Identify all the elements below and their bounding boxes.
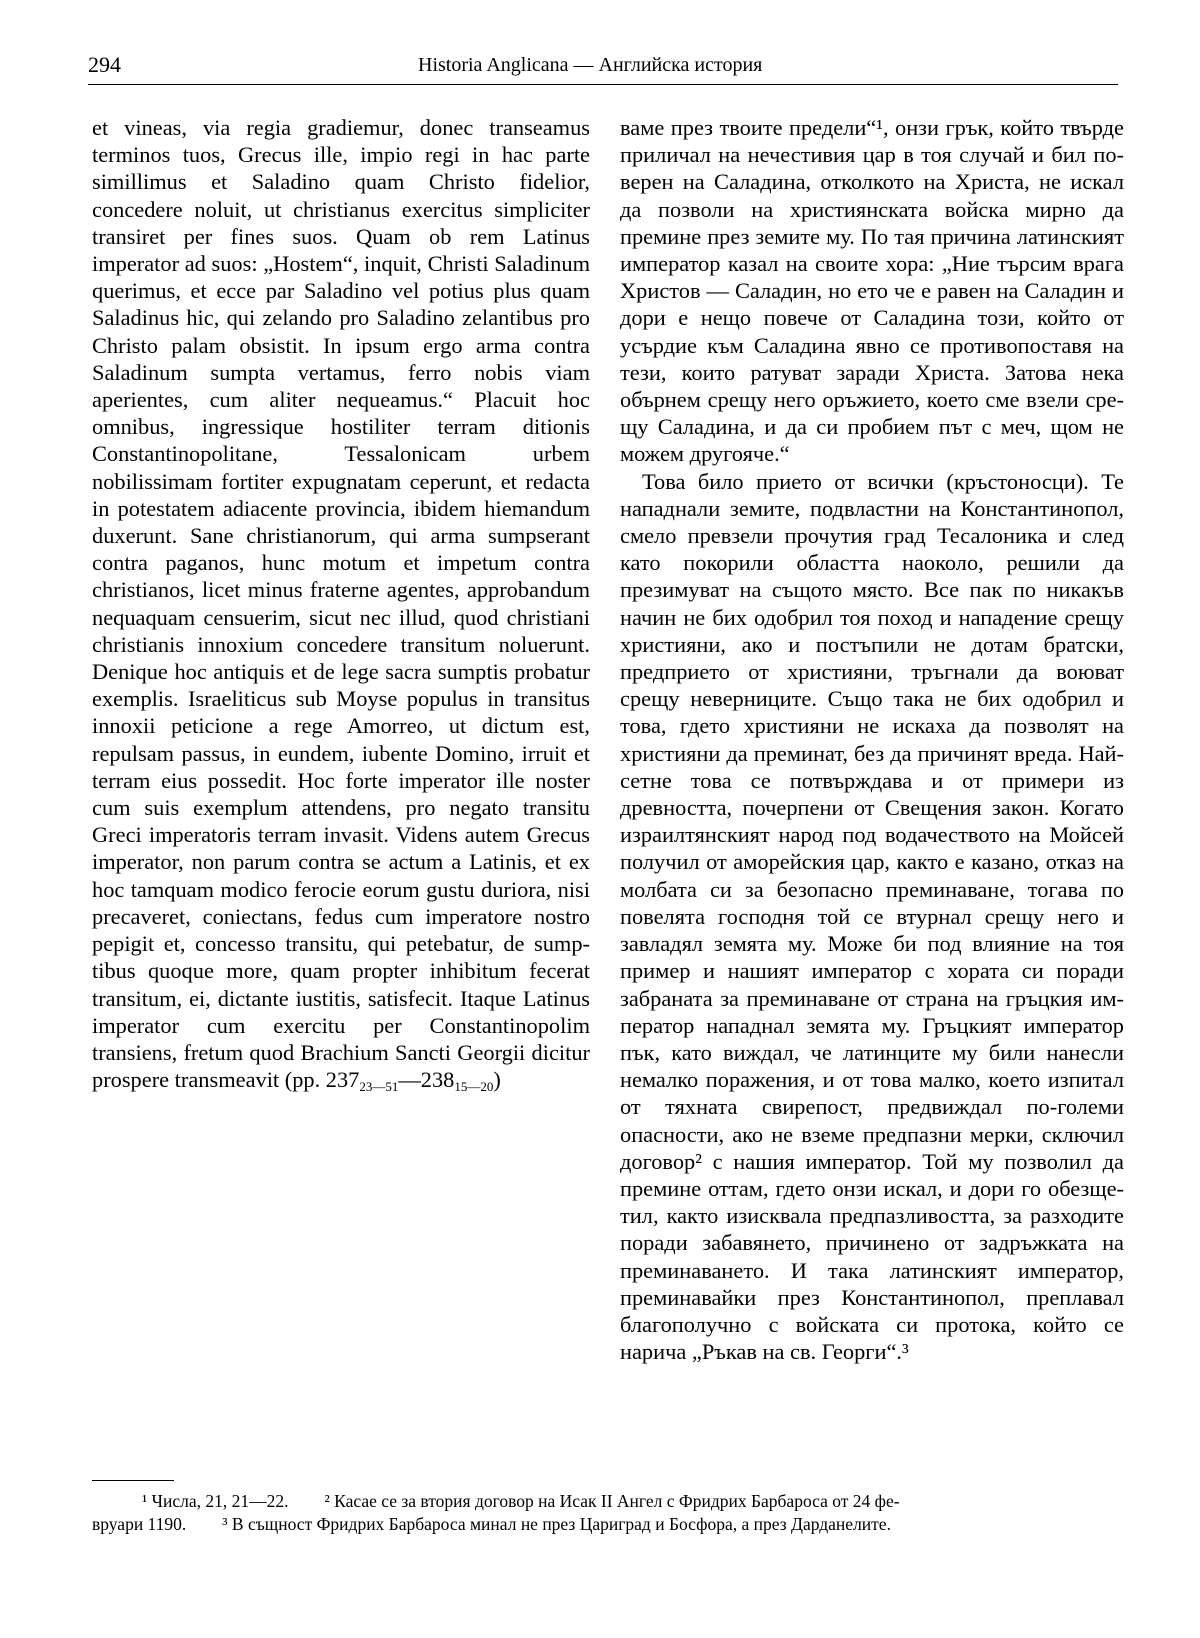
footnotes xyxy=(92,1490,1124,1535)
footnote-line xyxy=(92,1490,1124,1513)
header-rule xyxy=(88,84,1118,85)
running-title: Historia Anglicana — Английска история xyxy=(418,54,763,76)
translation-paragraph: ваме през твоите предели“¹, онзи грък, който твърде приличал на нечестивия цар в тоя случай и бил по-верен на Саладина, отколкото на Христа, не искал да позволи на християнската войска мирно да премине през земите му. По тая причина латинският император казал на своите хора: „Ние търсим врага Христов — Саладин, но ето че е равен на Саладин и дори е нещо повече от Саладина този, който от усърдие към Саладина явно се противопоставя на тези, които ратуват заради Христа. Затова нека обърнем срещу него оръжието, което сме взели срещу Саладина, и да си пробием път с меч, щом не можем другояче.“ xyxy=(620,115,1124,467)
latin-text: et vineas, via regia gradiemur, donec transeamus terminos tuos, Grecus ille, impio regi in hac parte simillimus et Saladino quam Christo fidelior, concedere noluit, ut christianus exercitus simpliciter transiret per fines suos. Quam ob rem Latinus imperator ad suos: „Hostem“, inquit, Christi Saladinum querimus, et ecce par Saladino vel potius plus quam Saladinus hic, qui zelando pro Saladino zelantibus pro Christo palam obsistit. In ipsum ergo arma contra Saladinum sumpta vertamus, ferro nobis viam aperientes, cum aliter nequeamus.“ Placuit hoc omnibus, ingressique hostiliter terram ditionis Constantinopolitane, Tessalonicam urbem nobilissimam fortiter expugnatam ceperunt, et redacta in potestatem adiacente provincia, ibidem hiemandum duxerunt. Sane christianorum, qui arma sumpserant contra paganos, hunc motum et impetum contra christianos, licet minus fraterne agentes, approbandum nequaquam censuerim, sicut nec illud, quod christiani christianis innoxium concedere transitum noluerunt. Denique hoc antiquis et de lege sacra sumptis probatur exemplis. Israeliticus sub Moyse populus in transitus innoxii peticione a rege Amorreo, ut dictum est, repulsam passus, in eundem, iubente Domino, irruit et terram eius possedit. Hoc forte imperator ille noster cum suis exemplum attendens, pro negato transitu Greci imperatoris terram invasit. Videns autem Grecus imperator, non parum contra se actum a Latinis, et ex hoc tamquam modico ferocie eorum gustu duriora, nisi precaveret, coniectans, fedus cum imperatore nostro pepigit et, concesso transitu, qui petebatur, de sumptibus quoque more, quam propter inhibitum fecerat transitum, ei, dictante iustitis, satisfecit. Itaque Latinus imperator cum exercitu per Constantinopolim transiens, fretum quod Brachium Sancti Georgii dicitur prospere transmeavit xyxy=(92,115,590,1093)
footnote-2: ² Касае се за втория договор на Исак II Ангел с Фридрих Барбароса от 24 фе- xyxy=(324,1491,900,1511)
bulgarian-translation-column xyxy=(620,114,1124,1365)
footnote-rule xyxy=(92,1480,174,1481)
page-header xyxy=(88,44,1118,80)
footnote-1: ¹ Числа, 21, 21—22. xyxy=(142,1491,289,1511)
latin-paragraph xyxy=(92,114,590,1100)
footnote-line xyxy=(92,1513,1124,1536)
latin-text-column xyxy=(92,114,590,1100)
page-number: 294 xyxy=(88,52,121,77)
footnote-3: ³ В същност Фридрих Барбароса минал не през Цариград и Босфора, а през Дарданелите. xyxy=(222,1513,891,1534)
footnote-2-continued: вруари 1190. xyxy=(92,1513,187,1534)
translation-paragraph: Това било прието от всички (кръстоносци). Те нападнали земите, подвластни на Константинопол, смело превзели прочутия град Тесалоника и след като покорили областта наоколо, решили да презимуват на същото място. Все пак по никакъв начин не бих одобрил тоя поход и нападение срещу християни, ако и постъпили не дотам братски, предприето от християни, тръгнали да воюват срещу неверниците. Също така не бих одобрил и това, гдето християни не искаха да позволят на християни да преминат, без да причинят вреда. Най-сетне това се потвърждава и от примери из древността, почерпени от Свещения закон. Когато израилтянският народ под водачеството на Мойсей получил от аморейския цар, както е казано, отказ на молбата си за безопасно преминаване, тогава по повелята господня той се втурнал срещу него и завладял земята му. Може би под влияние на тоя пример и нашият император с хората си поради забраната за преминаване от страна на гръцкия император нападнал земята му. Гръцкият император пък, като виждал, че латинците му били нанесли немалко поражения, и от това малко, което изпитал от тяхната свирепост, предвиждал по-големи опасности, ако не вземе предпазни мерки, сключил договор² с нашия император. Той му позволил да премине оттам, гдето онзи искал, и дори го обезщетил, както изисквала предпазливостта, за разходите поради забавянето, причинено от задръжката на преминаването. И така латинският император, преминавайки през Константинопол, преплавал благополучно с войската си протока, който се нарича „Ръкав на св. Георги“.³ xyxy=(620,468,1124,1365)
citation: (pp. $237_{23—51}—238_{15—20}$) xyxy=(284,1067,501,1095)
